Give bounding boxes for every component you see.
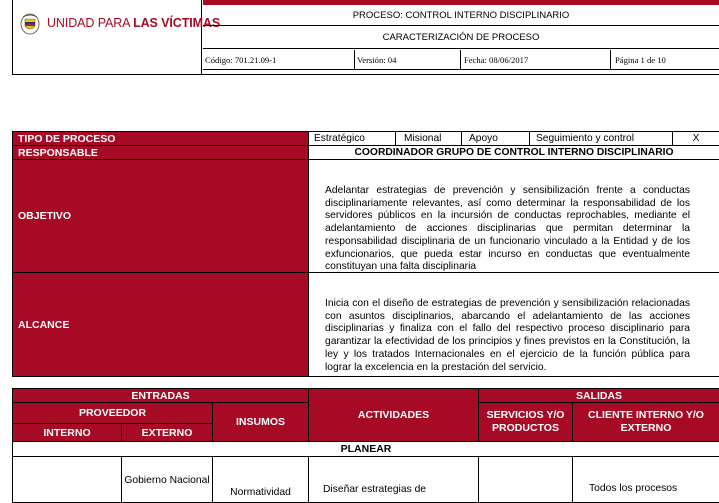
actividades-header: ACTIVIDADES [309,389,479,441]
colombia-coat-of-arms-icon [19,13,41,35]
proveedor-header: PROVEEDOR [13,403,213,424]
row1-insumos: Normatividad [213,457,309,502]
objetivo-text: Adelantar estrategias de prevención y sensibilización frente a conductas disciplinariamente relevantes, así como determinar la responsabilidad de los servidores públicos en la incursión de conductas reprochables, mediante el adelantamiento de acciones disciplinarias que permitan determinar la responsabilidad disciplinaria de un funcionario vinculado a la Entidad y de los exfuncionarios, que pueda estar incurso en conductas que eventualmente constituyan una falta disciplinaria [325,185,690,273]
logo-wordmark [47,16,220,30]
alcance-label: ALCANCE [13,273,309,376]
fecha-cell: Fecha: 08/06/2017 [461,50,611,70]
row1-actividad: Diseñar estrategias de [309,457,479,502]
responsable-value: COORDINADOR GRUPO DE CONTROL INTERNO DISCIPLINARIO [354,147,674,158]
entradas-header: ENTRADAS [13,389,309,403]
externo-header: EXTERNO [122,424,213,441]
header-logo-cell [12,0,202,75]
interno-header: INTERNO [13,424,122,441]
version-cell: Versión: 04 [355,50,461,70]
tipo-misional: Misional [396,132,462,145]
row1-cliente: Todos los procesos [589,483,678,494]
objetivo-label: OBJETIVO [13,160,309,272]
planear-row: PLANEAR [340,443,392,455]
tipo-mark: X [692,133,700,144]
codigo-cell: Código: 701.21.09-1 [203,50,355,70]
tipo-seguimiento: Seguimiento y control [530,132,673,145]
caracterizacion-title: CARACTERIZACIÓN DE PROCESO [203,27,719,49]
row1-servicios [479,457,573,502]
tipo-proceso-label: TIPO DE PROCESO [13,132,309,145]
cliente-header: CLIENTE INTERNO Y/O EXTERNO [573,403,719,441]
tipo-estrategico: Estratégico [309,132,396,145]
responsable-label: RESPONSABLE [13,146,309,159]
insumos-header: INSUMOS [213,403,309,441]
row1-interno [13,457,122,502]
pagina-cell: Página 1 de 10 [611,50,719,70]
logo-prefix: UNIDAD PARA [47,16,134,30]
servicios-header: SERVICIOS Y/O PRODUCTOS [479,403,573,441]
row1-externo: Gobierno Nacional [122,457,213,502]
logo-bold: LAS VÍCTIMAS [133,16,221,30]
proceso-title: PROCESO: CONTROL INTERNO DISCIPLINARIO [203,5,719,26]
alcance-text: Inicia con el diseño de estrategias de prevención y sensibilización relacionadas con asuntos disciplinarios, abarcando el adelantamiento de las acciones disciplinarias y finaliza con el fallo del respectivo proceso disciplinario para garantizar la efectividad de los principios y fines previstos en la Constitución, la ley y los tratados Internacionales en el ejercicio de la función pública para lograr la excelencia en la prestación del servicio. [325,298,690,373]
tipo-apoyo: Apoyo [462,132,530,145]
salidas-header: SALIDAS [479,389,719,403]
